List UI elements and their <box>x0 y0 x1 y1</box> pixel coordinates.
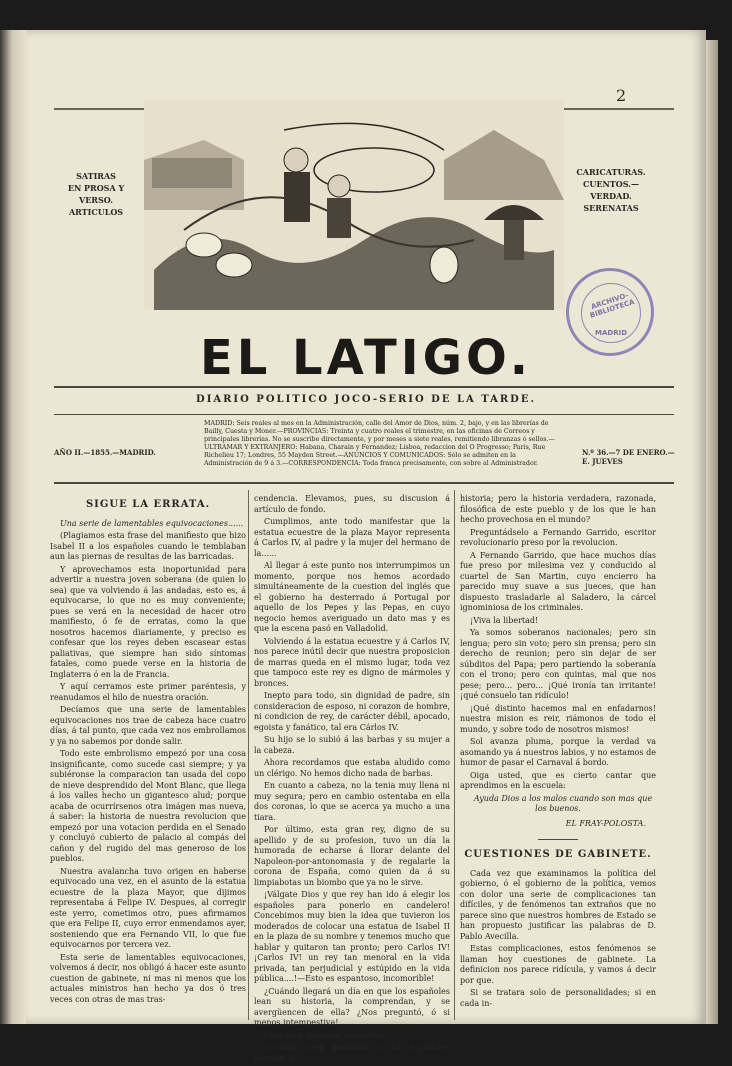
paragraph: Cada vez que examinamos la política del gobierno, ó el gobierno de la política, vemos con dolor una serie de complicaciones tan difíciles, y de fenómenos tan extraños que no parece sino que nuestros hombres de Estado se han propuesto justificar las palabras de D. Pablo Avecilla. <box>460 868 656 941</box>
article-heading: CUESTIONES DE GABINETE. <box>464 849 652 860</box>
paragraph: Inepto para todo, sin dignidad de padre, sin consideracion de esposo, ni corazon de hombre, ni condicion de rey, de carácter débil, apocado, egoista y fanático, tal era Cárlos IV. <box>254 691 450 732</box>
paragraph: Esta serie de lamentables equivocaciones, volvemos á decir, nos obligó á hacer este asunto cuestion de gabinete, ni mas ni menos que los actuales ministros han hecho ya dos ó tres veces con otras de mas tras- <box>50 952 246 1004</box>
paragraph: Al llegar á este punto nos interrumpimos un momento, porque nos hemos acordado simultáneamente de la cuestion del inglés que el gobierno ha desterrado á Portugal por aquello de los Pepes y las Pepas, en cuyo negocio hemos averiguado un dato mas y es que la escena pasó en Valladolid. <box>254 561 450 633</box>
page-edges <box>706 40 718 1024</box>
paragraph: Una serie de lamentables equivocaciones...... <box>60 518 244 528</box>
paragraph: Oiga usted, que es cierto cantar que aprendimos en la escuela: <box>460 770 656 790</box>
paragraph: Estas complicaciones, estos fenómenos se llaman hoy cuestiones de gabinete. La definicion nos parece ridícula, y vamos á decir por que. <box>460 944 656 985</box>
verse: Ayuda Dios a los malos cuando son mas que los buenos. <box>473 793 653 813</box>
column-3 <box>460 494 656 1011</box>
paragraph: Sol avanza pluma, porque la verdad va asomando ya á nuestros labios, y no estamos de humor de pasar el Carnaval á bordo. <box>460 737 656 767</box>
column-divider <box>454 490 455 1020</box>
paragraph: (Plagiamos esta frase del manifiesto que hizo Isabel II a los españoles cuando le temblaban aun las piernas de resultas de las barricadas. <box>50 531 246 561</box>
paragraph: A Fernando Garrido, que hace muchos días fue preso por milesima vez y conducido al cuartel de San Martin, cuyo encierro ha parecido muy suave a sus jueces, que han dispuesto trasladarle al Saladero, la cárcel ignominiosa de los criminales. <box>460 550 656 612</box>
paragraph: Si se tratara solo de personalidades; si en cada in- <box>460 988 656 1008</box>
paragraph: ¡Viva la libertad! <box>470 615 539 625</box>
paragraph: ¡Válgate Dios y que rey han ido á elegir los españoles para ponerlo en candelero! Concebimos muy bien la idea que tuvieron los moderados de colocar una estatua de Isabel II en la plaza de su nombre y tenemos mucho que hablar y quitaron tan pronto; pero Carlos IV! ¡Carlos IV! un rey tan menoral en la vida privada, tan perjudicial y estúpido en la vida pública....!—Esto es espantoso, incomorible! <box>254 890 450 983</box>
column-2 <box>254 494 450 1066</box>
masthead-subtitle: DIARIO POLITICO JOCO-SERIO DE LA TARDE. <box>196 394 536 405</box>
paragraph: Su hijo se lo subió á las barbas y su mujer a la cabeza. <box>254 735 450 755</box>
paragraph: Y aquí cerramos este primer paréntesis, y reanudamos el hilo de nuestra oración. <box>50 682 246 702</box>
paragraph: Cumplimos, ante todo manifestar que la estatua ecuestre de la plaza Mayor representa á Carlos IV, al padre y la mujer del hermano de la...... <box>254 517 450 558</box>
paragraph: cendencia. Elevamos, pues, su discusion á artículo de fondo. <box>254 494 450 514</box>
column-divider <box>248 490 249 1020</box>
paragraph: historia; pero la historia verdadera, razonada, filosófica de este pueblo y de los que le han hecho provechosa en el mundo? <box>460 494 656 524</box>
paragraph: Todo este embrolismo empezó por una cosa insignificante, como sucede casi siempre; y ya subiéronse la comparacion tan usada del copo de nieve desprendido del Mont Blanc, que llega á los valles hecho un gigantesco alud; porque acaba de ocurrírsenos otra imágen mas nueva, á saber: la historia de nuestra revolucion que empezó por una votacion perdida en el Senado y concluyó cubierto de palacio al compás del cañon y del rugido del mas generoso de los pueblos. <box>50 749 246 863</box>
masthead-left-label: SATIRAS EN PROSA Y VERSO. ARTICULOS <box>67 171 125 217</box>
rule-info-bottom <box>54 482 674 484</box>
paragraph: Otra cosa debemos preguntar. <box>264 1030 387 1040</box>
column-1 <box>50 494 246 1007</box>
paragraph: Ahora recordamos que estaba aludido como un clérigo. No hemos dicho nada de barbas. <box>254 758 450 778</box>
paragraph: Ya somos soberanos nacionales; pero sin lengua; pero sin voto; pero sin prensa; pero sin derecho de reunion; pero sin dejar de ser súbditos del Papa; pero partiendo la soberanía con el trono; pero con quintas, mal que nos pese; pero... pero... ¡Qué ironía tan irritante! ¡qué consuelo tan ridículo! <box>460 628 656 700</box>
newspaper-page <box>26 30 706 1063</box>
paragraph: En cuanto a cabeza, no la tenia muy llena ni muy segura; pero en cambio ostentaba en ella dos coronas, lo que se acerca ya mucho a una tiara. <box>254 781 450 822</box>
paragraph: Por último, esta gran rey, digno de su apellido y de su profesion, tuvo un día la humorada de echarse á llorar delante del Napoleon-por-antonomasia y de regalarle la corona de España, como quien da á su limpiabotas un biombo que ya no le sirve. <box>254 825 450 887</box>
paragraph: Nuestra avalancha tuvo origen en haberse equivocado una vez, en el asunto de la estatua ecuestre de la plaza Mayor, que dijimos representaba á Felipe IV. Despues, al corregir este yerro, cometimos otro, pues afirmamos que era Felipe II, cuyo error enmendamos ayer, sosteniendo que era Fernando VII, lo que fue equivocarnos por tercera vez. <box>50 866 246 949</box>
signature: EL FRAY-POLOSTA. <box>565 818 646 828</box>
masthead-title: EL LATIGO. <box>199 330 533 386</box>
paragraph: ¿Cuándo llegará un día en que los españoles lean su historia, la comprendan, y se avergüencen de ella? ¿Nos preguntó, ó si menos intempestiva! <box>254 986 450 1027</box>
issue-number-date: N.º 36.—7 DE ENERO.—E. JUEVES <box>582 448 675 466</box>
subscription-info: MADRID: Seis reales al mes en la Administración, calle del Amor de Dios, núm. 2, bajo, y en las librerías de Bailly, Cuesta y Moner.—PROVINCIAS: Treinta y cuatro reales el trimestre, en las oficinas de Correos y principales librerías. No se suscribe directamente, y por meses a siete reales, remitiendo libranzas ó sellos.—ULTRAMAR Y EXTRANJERO: Habana, Charain y Fernandez; Lisboa, redaccion del O Progresso; París, Rue Richelieu 17; Londres, 55 Mayden Street.—ANUNCIOS Y COMUNICADOS: Sólo se admiten en la Administración de 9 á 3.—CORRESPONDENCIA: Toda franca precisamente, con sobre al Administrador. <box>204 420 555 467</box>
masthead-right-label: CARICATURAS. CUENTOS.—VERDAD. SERENATAS <box>576 167 646 213</box>
paragraph: ¿Cuándo será permitido a los españoles escribir la <box>254 1043 450 1063</box>
separator <box>538 839 578 840</box>
book-spine <box>0 30 26 1024</box>
paragraph: Y aprovechamos esta inoportunidad para advertir a nuestra joven soberana (de quien lo sea) que va volviendo á las andadas, esto es, á equivocarse, lo que no es muy conveniente; pues se verá en la necesidad de hacer otro manifiesto, ó fe de erratas, como la que nosotros hacemos diariamente, y preciso es confesar que los reyes deben escasear estas paliativas, que siempre han sido síntomas fatales, como puede verse en la historia de Inglaterra ó en la de Francia. <box>50 564 246 679</box>
issue-year-place: AÑO II.—1855.—MADRID. <box>54 448 156 457</box>
paragraph: ¡Qué distinto hacemos mal en enfadarnos! nuestra mision es reir, riámonos de todo el mundo, y sobre todo de nosotros mismos! <box>460 703 656 734</box>
article-heading: SIGUE LA ERRATA. <box>85 499 211 510</box>
page-number: 2 <box>616 86 627 105</box>
rule-upper <box>54 386 674 388</box>
masthead-illustration <box>144 100 564 310</box>
paragraph: Preguntádselo a Fernando Garrido, escritor revolucionario preso por la revolucion. <box>460 527 656 547</box>
stamp-text-bottom: MADRID <box>595 329 627 337</box>
library-stamp <box>566 268 654 356</box>
stamp-text-top: ARCHIVO-BIBLIOTECA <box>588 291 636 320</box>
paragraph: Volviendo á la estatua ecuestre y á Carlos IV, nos parece inútil decir que nuestra proposicion de marras queda en el mismo lugar, toda vez que tampoco este rey es digno de mármoles y bronces. <box>254 636 450 688</box>
rule-info-top <box>54 414 674 415</box>
paragraph: Decíamos que una serie de lamentables equivocaciones nos trae de cabeza hace cuatro días, á tal punto, que cada vez nos embrollamos y ya no sabemos por donde salir. <box>50 705 246 746</box>
